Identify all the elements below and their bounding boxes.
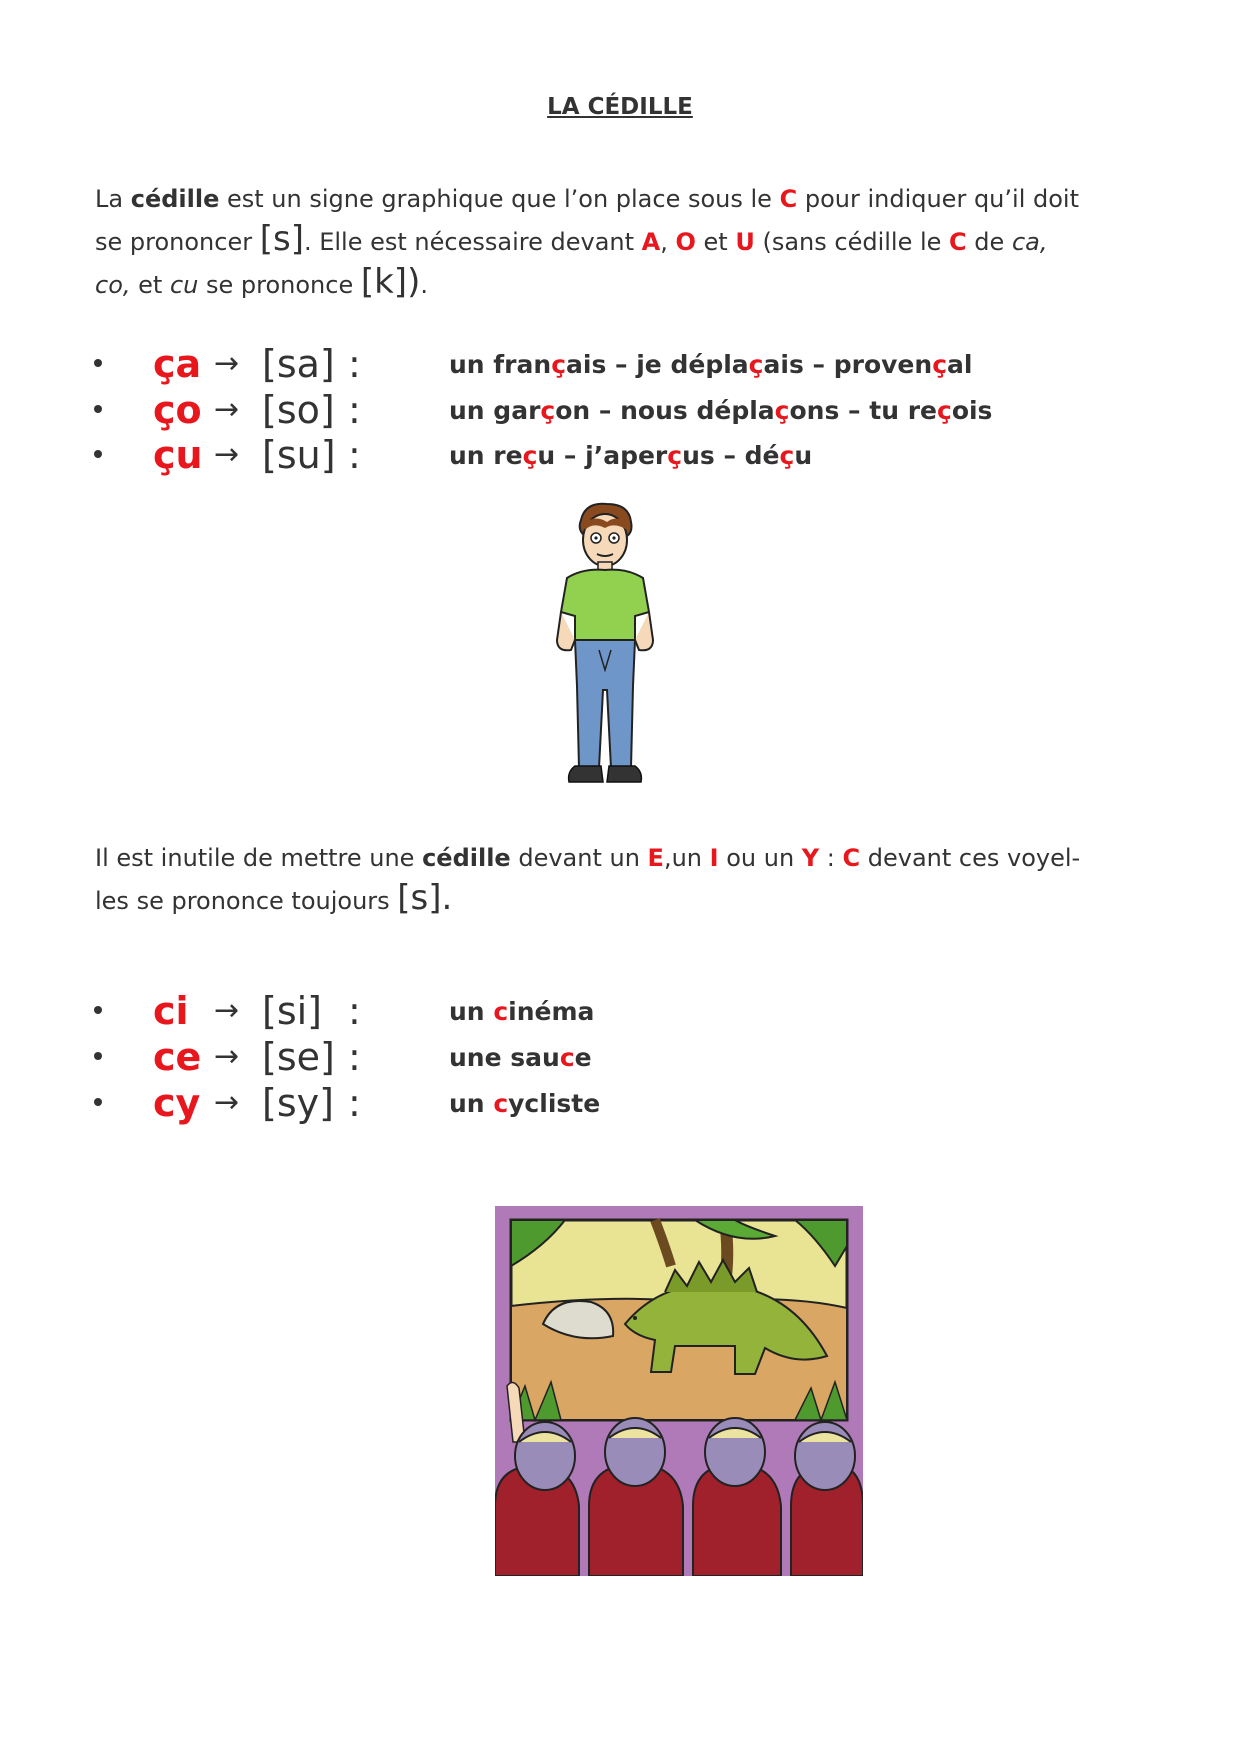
list-item [0,341,1240,387]
arrow-icon: → [214,1085,240,1120]
intro-line-3: co, et cu se prononce [k]). [95,262,428,302]
bullet-dot [94,405,102,413]
phonetic-sound: [si] [262,989,323,1033]
list-item [0,988,1240,1034]
syllable: ce [153,1035,202,1079]
syllable: ça [153,342,202,386]
phonetic-sound: [sy] [262,1081,334,1125]
letter-u: U [735,228,755,256]
arrow-icon: → [214,346,240,381]
examples: un garçon – nous déplaçons – tu reçois [449,396,993,425]
list-item [0,1034,1240,1080]
letter-c: C [842,844,861,872]
cinema-illustration [495,1206,863,1576]
bullet-dot [94,450,102,458]
cedille-term: cédille [130,185,220,213]
page-title: LA CÉDILLE [547,94,693,120]
letter-e: E [647,844,664,872]
letter-i: I [709,844,719,872]
letter-y: Y [801,844,820,872]
boy-illustration [545,500,665,790]
bullet-dot [94,1006,102,1014]
colon: : [348,1035,361,1079]
phonetic-sound: [se] [262,1035,335,1079]
letter-c: C [949,228,967,256]
phonetic-sound: [su] [262,433,336,477]
letter-o: O [675,228,696,256]
colon: : [348,388,361,432]
cedille-term: cédille [422,844,511,872]
examples: un reçu – j’aperçus – déçu [449,441,813,470]
colon: : [348,1081,361,1125]
intro-line-1: La cédille est un signe graphique que l’on place sous le C pour indiquer qu’il doit [95,185,1079,213]
syllable: ço [153,388,202,432]
letter-c: C [779,185,798,213]
examples: un cinéma [449,997,595,1026]
k-sound: [k]) [360,262,421,302]
phonetic-sound: [sa] [262,342,335,386]
second-line-2: les se prononce toujours [s]. [95,878,453,918]
list-item [0,1080,1240,1126]
arrow-icon: → [214,1039,240,1074]
examples: une sauce [449,1043,592,1072]
arrow-icon: → [214,437,240,472]
list-item [0,432,1240,478]
colon: : [348,989,361,1033]
syllable: ci [153,989,189,1033]
colon: : [348,342,361,386]
bullet-dot [94,1098,102,1106]
colon: : [348,433,361,477]
examples: un cycliste [449,1089,601,1118]
letter-a: A [641,228,661,256]
phonetic-sound: [so] [262,388,335,432]
second-paragraph [95,837,1155,923]
s-sound: [s] [259,219,304,259]
intro-line-2: se prononcer [s]. Elle est nécessaire devant A, O et U (sans cédille le C de ca, [95,219,1048,259]
bullet-dot [94,1052,102,1060]
second-line-1: Il est inutile de mettre une cédille devant un E,un I ou un Y : C devant ces voyel- [95,844,1081,872]
bullet-dot [94,359,102,367]
examples: un français – je déplaçais – provençal [449,350,973,379]
arrow-icon: → [214,392,240,427]
syllable: çu [153,433,203,477]
syllable: cy [153,1081,201,1125]
intro-paragraph [95,178,1155,307]
s-sound: [s] [397,878,442,918]
list-item [0,387,1240,433]
arrow-icon: → [214,993,240,1028]
